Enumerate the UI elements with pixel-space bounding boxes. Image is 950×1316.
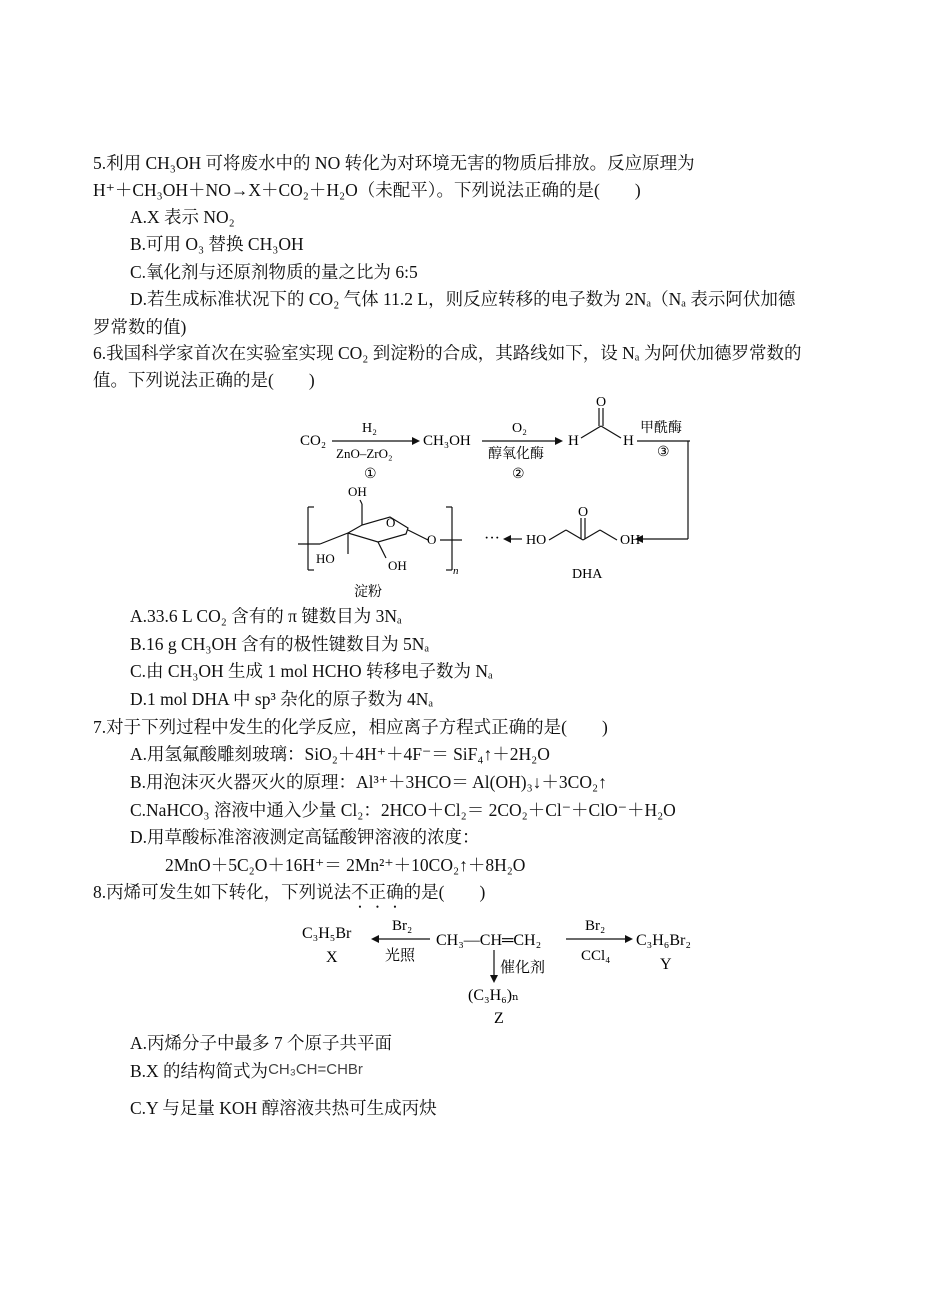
ellipsis: ··· — [484, 530, 500, 547]
q6-stem-line2: 值。下列说法正确的是( ) — [93, 370, 315, 390]
q5-option-d-cont: 罗常数的值) — [93, 317, 187, 337]
x-label: X — [326, 949, 338, 966]
y-label: Y — [660, 956, 672, 973]
br2-light-reagent: Br₂ — [392, 918, 413, 934]
hcho-oxygen: O — [596, 395, 607, 410]
light-condition: 光照 — [385, 948, 416, 964]
arrow-step2-head — [555, 437, 563, 445]
arrow-to-z-head — [490, 975, 498, 983]
o2-reagent: O₂ — [512, 421, 527, 436]
formolase-label: 甲酰酶 — [640, 421, 682, 436]
dha-oh: OH — [620, 533, 641, 548]
starch-synthesis-scheme — [290, 392, 700, 602]
q8-option-a: A.丙烯分子中最多 7 个原子共平面 — [130, 1033, 393, 1053]
q5-stem-line2: H⁺＋CH₃OH＋NO→X＋CO₂＋H₂O（未配平）。下列说法正确的是( ) — [93, 180, 641, 200]
ring-ho: HO — [316, 551, 335, 566]
ch2oh-label: OH — [348, 484, 367, 499]
q7-option-d: D.用草酸标准溶液测定高锰酸钾溶液的浓度： — [130, 827, 480, 847]
z-formula: (C₃H₆)ₙ — [468, 987, 519, 1004]
hcho-bond-right — [601, 426, 621, 438]
dha-oxygen: O — [578, 505, 589, 520]
dha-ho: HO — [526, 533, 547, 548]
ccl4-solvent: CCl₄ — [581, 948, 611, 964]
q8-option-b-formula: CH₃CH=CHBr — [268, 1061, 363, 1078]
alcohol-oxidase-label: 醇氧化酶 — [488, 447, 544, 462]
q7-option-b: B.用泡沫灭火器灭火的原理：Al³⁺＋3HCO＝ Al(OH)₃↓＋3CO₂↑ — [130, 772, 607, 792]
propene-formula: CH₃—CH═CH₂ — [436, 932, 542, 949]
q8-stem-pre: 8.丙烯可发生如下转化，下列说法 — [93, 882, 352, 902]
glycosidic-bond — [408, 530, 428, 540]
dha-bond-4 — [600, 530, 617, 540]
ring-oh: OH — [388, 558, 407, 573]
q6-option-b: B.16 g CH₃OH 含有的极性键数目为 5Nₐ — [130, 634, 430, 654]
q7-stem: 7.对于下列过程中发生的化学反应，相应离子方程式正确的是( ) — [93, 717, 608, 737]
arrow-to-x-head — [371, 935, 379, 943]
q7-option-d-equation: 2MnO＋5C₂O＋16H⁺＝ 2Mn²⁺＋10CO₂↑＋8H₂O — [165, 855, 526, 875]
glycosidic-oxygen: O — [427, 532, 437, 547]
step-3-marker: ③ — [657, 445, 670, 460]
hcho-bond-left — [581, 426, 601, 438]
dha-bond-1 — [549, 530, 566, 540]
br2-ccl4-reagent: Br₂ — [585, 918, 606, 934]
q6-option-a: A.33.6 L CO₂ 含有的 π 键数目为 3Nₐ — [130, 606, 402, 626]
q8-option-b-text: B.X 的结构简式为 — [130, 1061, 269, 1081]
starch-label: 淀粉 — [354, 585, 382, 600]
hcho-h-left: H — [568, 433, 579, 449]
c2-oh-bond — [378, 542, 386, 558]
q8-stem-emphasis: 不正确 — [351, 882, 404, 902]
catalyst-zno-zro2: ZnO–ZrO₂ — [336, 446, 393, 461]
step-1-marker: ① — [364, 467, 377, 482]
q5-option-b: B.可用 O₃ 替换 CH₃OH — [130, 234, 304, 254]
q5-option-a: A.X 表示 NO₂ — [130, 207, 235, 227]
arrow-step1-head — [412, 437, 420, 445]
q7-option-a: A.用氢氟酸雕刻玻璃：SiO₂＋4H⁺＋4F⁻＝ SiF₄↑＋2H₂O — [130, 744, 550, 764]
q5-stem-line1: 5.利用 CH₃OH 可将废水中的 NO 转化为对环境无害的物质后排放。反应原理为 — [93, 153, 695, 173]
q6-option-d: D.1 mol DHA 中 sp³ 杂化的原子数为 4Nₐ — [130, 689, 434, 709]
dha-label: DHA — [572, 567, 603, 582]
arrow-to-starch-head — [503, 535, 511, 543]
q5-option-c: C.氧化剂与还原剂物质的量之比为 6:5 — [130, 262, 418, 282]
y-formula: C₃H₆Br₂ — [636, 932, 691, 949]
q8-option-c: C.Y 与足量 KOH 醇溶液共热可生成丙炔 — [130, 1098, 437, 1118]
z-label: Z — [494, 1010, 504, 1027]
q7-option-c: C.NaHCO₃ 溶液中通入少量 Cl₂：2HCO＋Cl₂＝ 2CO₂＋Cl⁻＋ClO⁻＋H₂O — [130, 800, 676, 820]
propene-transformation-scheme — [298, 908, 708, 1030]
q6-option-c: C.由 CH₃OH 生成 1 mol HCHO 转移电子数为 Nₐ — [130, 661, 493, 681]
h2-reagent: H₂ — [362, 421, 377, 436]
catalyst-condition: 催化剂 — [500, 960, 546, 976]
co2-label: CO₂ — [300, 433, 327, 449]
ch3oh-label: CH₃OH — [423, 433, 471, 449]
q8-stem-post: 的是( ) — [403, 882, 486, 902]
hcho-h-right: H — [623, 433, 634, 449]
x-formula: C₃H₅Br — [302, 925, 352, 942]
arrow-to-y-head — [625, 935, 633, 943]
step-2-marker: ② — [512, 467, 525, 482]
q8-option-b — [130, 1060, 363, 1084]
q6-stem-line1: 6.我国科学家首次在实验室实现 CO₂ 到淀粉的合成，其路线如下，设 Nₐ 为阿伏加德罗常数的 — [93, 343, 802, 363]
ring-oxygen: O — [386, 515, 396, 530]
degree-n: n — [453, 565, 459, 577]
q5-option-d: D.若生成标准状况下的 CO₂ 气体 11.2 L，则反应转移的电子数为 2Nₐ（Nₐ 表示阿伏加德 — [130, 289, 796, 309]
